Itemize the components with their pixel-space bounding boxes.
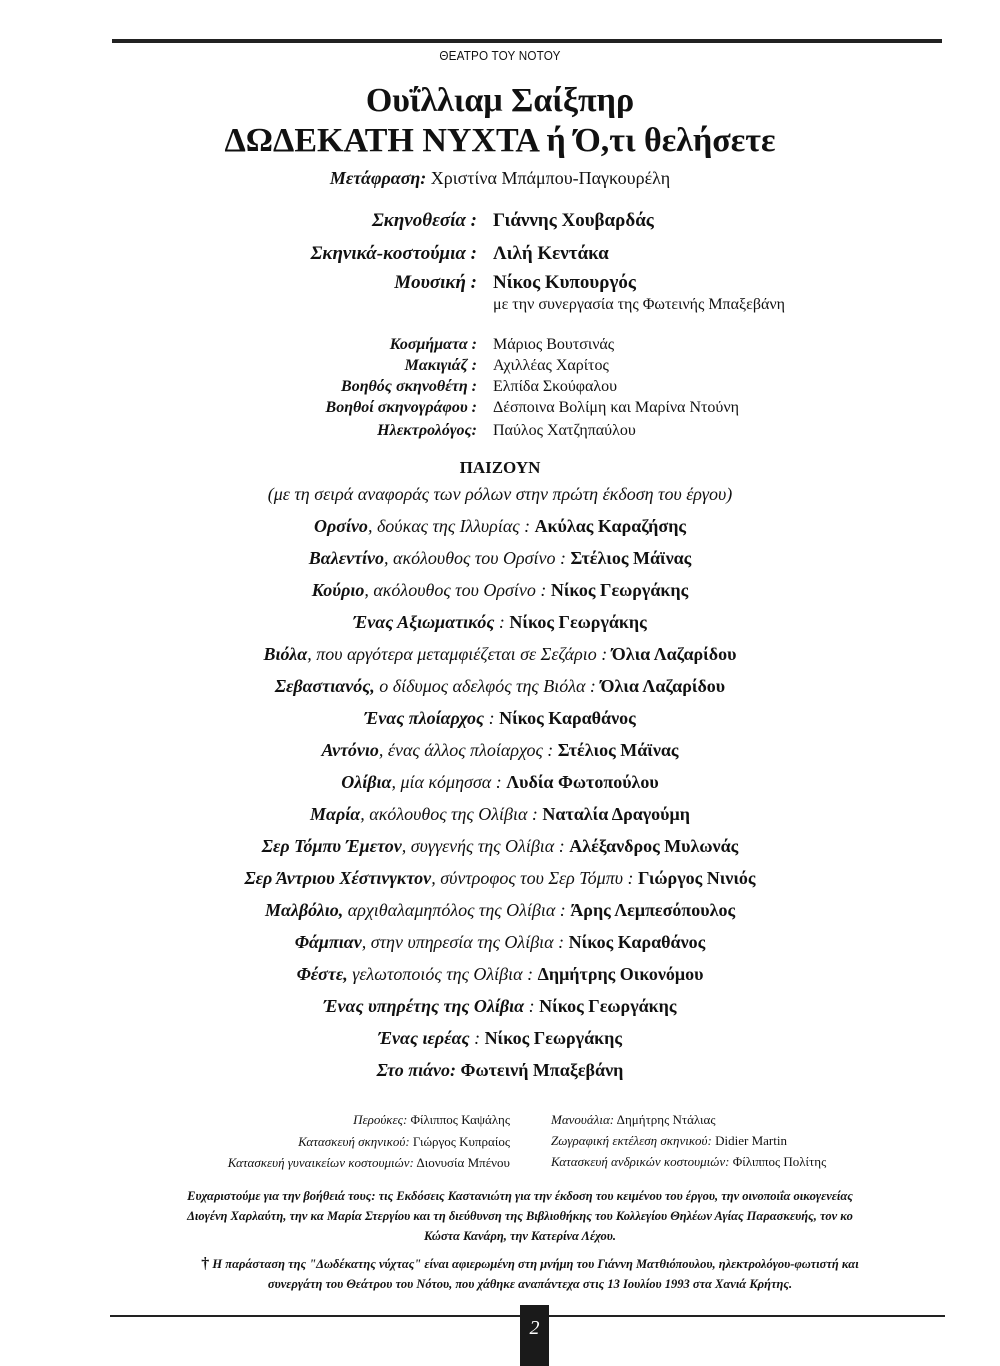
cast-actor: Γιώργος Νινιός bbox=[637, 868, 756, 888]
cast-actor: Νίκος Γεωργάκης bbox=[484, 1028, 622, 1048]
cast-role: Βαλεντίνο bbox=[308, 548, 385, 568]
cast-description: , που αργότερα μεταμφιέζεται σε Σεζάριο : bbox=[307, 644, 612, 664]
cast-description: : bbox=[524, 996, 540, 1016]
cast-actor: Νίκος Γεωργάκης bbox=[539, 996, 677, 1016]
cast-note: (με τη σειρά αναφοράς των ρόλων στην πρώτη έκδοση του έργου) bbox=[267, 484, 733, 504]
extra-value: Φίλιππος Πολίτης bbox=[729, 1154, 827, 1169]
cast-row bbox=[0, 1060, 1000, 1081]
extra-value: Φίλιππος Καψάλης bbox=[407, 1112, 510, 1127]
cast-actor: Νίκος Γεωργάκης bbox=[509, 612, 647, 632]
cast-row bbox=[0, 868, 1000, 889]
cast-row bbox=[0, 804, 1000, 825]
cast-row bbox=[0, 612, 1000, 633]
cast-actor: Στέλιος Μάϊνας bbox=[570, 548, 692, 568]
cast-role: Κούριο bbox=[311, 580, 365, 600]
cast-role: Ορσίνο bbox=[313, 516, 368, 536]
cast-row bbox=[0, 740, 1000, 761]
crew-label: Μουσική : bbox=[394, 272, 477, 293]
extra-credit bbox=[551, 1112, 716, 1128]
cast-row bbox=[0, 836, 1000, 857]
crew-value: Παύλος Χατζηπαύλου bbox=[493, 422, 636, 439]
translation-value: Χριστίνα Μπάμπου-Παγκουρέλη bbox=[430, 168, 671, 188]
cast-actor: Φωτεινή Μπαξεβάνη bbox=[460, 1060, 624, 1080]
cast-row bbox=[0, 996, 1000, 1017]
cast-role: Ένας υπηρέτης της Ολίβια bbox=[323, 996, 525, 1016]
crew-value: Γιάννης Χουβαρδάς bbox=[493, 210, 654, 231]
translation-line bbox=[0, 168, 1000, 189]
cast-description: , μία κόμησσα : bbox=[391, 772, 507, 792]
theatre-header: ΘΕΑΤΡΟ ΤΟΥ ΝΟΤΟΥ bbox=[439, 48, 561, 63]
cast-actor: Νίκος Καραθάνος bbox=[568, 932, 706, 952]
cast-role: Σεβαστιανός, bbox=[274, 676, 375, 696]
extra-credit bbox=[353, 1112, 510, 1128]
cast-description: : bbox=[469, 1028, 485, 1048]
cast-actor: Ναταλία Δραγούμη bbox=[542, 804, 690, 824]
extra-label: Περούκες: bbox=[353, 1112, 408, 1127]
dedication-line: συνεργάτη του Θεάτρου του Νότου, που χάθηκε αναπάντεχα στις 13 Ιουλίου 1993 στα Χανιά Κρήτης. bbox=[267, 1277, 793, 1291]
extra-label: Κατασκευή ανδρικών κοστουμιών: bbox=[551, 1154, 730, 1169]
cast-actor: Αλέξανδρος Μυλωνάς bbox=[569, 836, 739, 856]
crew-value: Λιλή Κεντάκα bbox=[493, 243, 609, 264]
cast-description: , στην υπηρεσία της Ολίβια : bbox=[361, 932, 569, 952]
extra-credit bbox=[551, 1133, 787, 1149]
cast-description: , ακόλουθος του Ορσίνο : bbox=[364, 580, 551, 600]
crew-label: Σκηνοθεσία : bbox=[372, 210, 477, 231]
cast-actor: Νίκος Γεωργάκης bbox=[550, 580, 689, 600]
cast-role: Σερ Άντριου Χέστινγκτον bbox=[244, 868, 432, 888]
crew-label: Ηλεκτρολόγος: bbox=[377, 422, 477, 439]
extra-credit bbox=[551, 1154, 826, 1170]
extra-credit bbox=[228, 1155, 510, 1171]
cast-description: : bbox=[484, 708, 500, 728]
cast-row bbox=[0, 772, 1000, 793]
extra-value: Γιώργος Κυπραίος bbox=[409, 1134, 510, 1149]
extra-label: Μανουάλια: bbox=[551, 1112, 615, 1127]
cast-actor: Νίκος Καραθάνος bbox=[499, 708, 636, 728]
crew-label: Βοηθός σκηνοθέτη : bbox=[341, 378, 477, 395]
cast-description: γελωτοποιός της Ολίβια : bbox=[347, 964, 538, 984]
extra-credit bbox=[298, 1134, 510, 1150]
dagger-icon: † bbox=[201, 1255, 210, 1272]
cast-role: Βιόλα bbox=[263, 644, 308, 664]
cast-description: αρχιθαλαμηπόλος της Ολίβια : bbox=[343, 900, 571, 920]
cast-actor: Όλια Λαζαρίδου bbox=[611, 644, 737, 664]
cast-role: Αντόνιο bbox=[321, 740, 379, 760]
play-title: ΔΩΔΕΚΑΤΗ ΝΥΧΤΑ ή Ό,τι θελήσετε bbox=[224, 122, 776, 159]
cast-role: Ένας Αξιωματικός bbox=[353, 612, 495, 632]
cast-role: Ολίβια bbox=[341, 772, 392, 792]
cast-row bbox=[0, 708, 1000, 729]
translation-label: Μετάφραση: bbox=[329, 168, 427, 188]
thanks-line: Ευχαριστούμε για την βοήθειά τους: τις Εκδόσεις Καστανιώτη για την έκδοση του κειμένου του έργου, την οινοποιΐα οικογενείας bbox=[187, 1189, 853, 1203]
cast-description: , σύντροφος του Σερ Τόμπυ : bbox=[431, 868, 638, 888]
cast-row bbox=[0, 516, 1000, 537]
music-collaboration: με την συνεργασία της Φωτεινής Μπαξεβάνη bbox=[493, 296, 785, 313]
author-title: Ουΐλλιαμ Σαίξπηρ bbox=[365, 82, 635, 119]
cast-description: , ακόλουθος του Ορσίνο : bbox=[384, 548, 571, 568]
extra-label: Ζωγραφική εκτέλεση σκηνικού: bbox=[551, 1133, 712, 1148]
extra-value: Didier Martin bbox=[711, 1133, 787, 1148]
cast-actor: Όλια Λαζαρίδου bbox=[600, 676, 726, 696]
extra-label: Κατασκευή γυναικείων κοστουμιών: bbox=[227, 1155, 414, 1170]
cast-role: Φάμπιαν bbox=[294, 932, 362, 952]
cast-description: , δούκας της Ιλλυρίας : bbox=[367, 516, 535, 536]
cast-role: Ένας ιερέας bbox=[378, 1028, 470, 1048]
cast-row bbox=[0, 964, 1000, 985]
cast-description: ο δίδυμος αδελφός της Βιόλα : bbox=[374, 676, 601, 696]
cast-role: Μαλβόλιο, bbox=[264, 900, 344, 920]
cast-actor: Στέλιος Μάϊνας bbox=[557, 740, 679, 760]
cast-actor: Ακύλας Καραζήσης bbox=[534, 516, 687, 536]
cast-row bbox=[0, 580, 1000, 601]
page-number: 2 bbox=[520, 1305, 549, 1366]
top-rule bbox=[112, 39, 942, 43]
cast-heading: ΠΑΙΖΟΥΝ bbox=[459, 458, 541, 477]
cast-role: Φέστε, bbox=[296, 964, 348, 984]
thanks-paragraph bbox=[110, 1186, 930, 1246]
cast-role: Ένας πλοίαρχος bbox=[364, 708, 485, 728]
extra-value: Δημήτρης Ντάλιας bbox=[614, 1112, 716, 1127]
crew-label: Κοσμήματα : bbox=[389, 336, 477, 353]
cast-role: Στο πιάνο: bbox=[376, 1060, 457, 1080]
crew-value: Νίκος Κυπουργός bbox=[493, 272, 636, 293]
dedication-paragraph bbox=[110, 1254, 950, 1294]
cast-actor: Δημήτρης Οικονόμου bbox=[537, 964, 704, 984]
cast-role: Σερ Τόμπυ Έμετον bbox=[261, 836, 402, 856]
crew-label: Μακιγιάζ : bbox=[404, 357, 477, 374]
crew-value: Μάριος Βουτσινάς bbox=[493, 336, 615, 353]
crew-label: Σκηνικά-κοστούμια : bbox=[310, 243, 477, 264]
cast-row bbox=[0, 900, 1000, 921]
cast-description: : bbox=[494, 612, 510, 632]
cast-actor: Άρης Λεμπεσόπουλος bbox=[570, 900, 736, 920]
extra-value: Διονυσία Μπένου bbox=[413, 1155, 510, 1170]
cast-row bbox=[0, 932, 1000, 953]
crew-value: Αχιλλέας Χαρίτος bbox=[493, 357, 609, 374]
cast-description: , ένας άλλος πλοίαρχος : bbox=[378, 740, 558, 760]
cast-row bbox=[0, 548, 1000, 569]
crew-value: Ελπίδα Σκούφαλου bbox=[493, 378, 618, 395]
cast-row bbox=[0, 676, 1000, 697]
cast-description: , συγγενής της Ολίβια : bbox=[401, 836, 570, 856]
cast-actor: Λυδία Φωτοπούλου bbox=[506, 772, 659, 792]
extra-label: Κατασκευή σκηνικού: bbox=[298, 1134, 410, 1149]
crew-value: Δέσποινα Βολίμη και Μαρίνα Ντούνη bbox=[493, 399, 739, 416]
cast-row bbox=[0, 1028, 1000, 1049]
dedication-line: Η παράσταση της "Δωδέκατης νύχτας" είναι αφιερωμένη στη μνήμη του Γιάννη Ματθιόπουλου, ηλεκτρολόγου-φωτιστή και bbox=[209, 1257, 859, 1271]
crew-label: Βοηθοί σκηνογράφου : bbox=[325, 399, 477, 416]
cast-row bbox=[0, 644, 1000, 665]
thanks-line: Κώστα Κανάρη, την Κατερίνα Λέχου. bbox=[423, 1229, 617, 1243]
cast-description: , ακόλουθος της Ολίβια : bbox=[360, 804, 543, 824]
cast-role: Μαρία bbox=[310, 804, 361, 824]
thanks-line: Διογένη Χαρλαύτη, την κα Μαρία Στεργίου και τη διεύθυνση της Βιβλιοθήκης του Κολλεγίου Θηλέων Αγίας Παρασκευής, τον κο bbox=[187, 1209, 853, 1223]
